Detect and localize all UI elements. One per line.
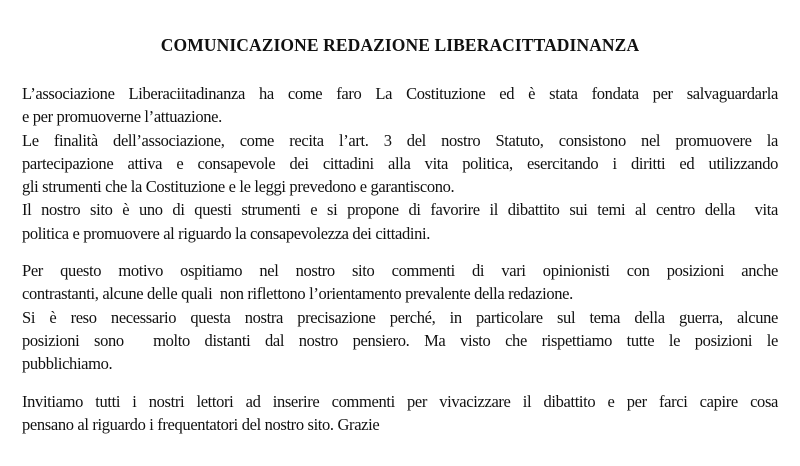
text-line: Le finalità dell’associazione, come recita l’art. 3 del nostro Statuto, consistono nel promuovere la: [22, 130, 778, 150]
text-line: partecipazione attiva e consapevole dei cittadini alla vita politica, esercitando i diritti ed utilizzando: [22, 153, 778, 173]
paragraph: [22, 198, 778, 245]
text-line: pubblichiamo.: [22, 354, 113, 374]
document-body: [22, 82, 778, 436]
paragraph: [22, 390, 778, 437]
text-line: contrastanti, alcune delle quali non riflettono l’orientamento prevalente della redazione.: [22, 284, 573, 304]
text-line: Si è reso necessario questa nostra precisazione perché, in particolare sul tema della guerra, alcune: [22, 307, 778, 327]
paragraph: [22, 259, 778, 306]
text-line: posizioni sono molto distanti dal nostro pensiero. Ma visto che rispettiamo tutte le posizioni le: [22, 330, 778, 350]
text-line: politica e promuovere al riguardo la consapevolezza dei cittadini.: [22, 223, 431, 243]
paragraph: [22, 129, 778, 199]
text-line: Invitiamo tutti i nostri lettori ad inserire commenti per vivacizzare il dibattito e per farci capire cosa: [22, 391, 778, 411]
text-line: pensano al riguardo i frequentatori del nostro sito. Grazie: [22, 414, 380, 434]
text-line: L’associazione Liberaciitadinanza ha come faro La Costituzione ed è stata fondata per salvaguardarla: [22, 84, 778, 103]
paragraph: [22, 82, 778, 129]
text-line: e per promuoverne l’attuazione.: [22, 107, 222, 127]
text-line: gli strumenti che la Costituzione e le leggi prevedono e garantiscono.: [22, 177, 455, 197]
text-line: Il nostro sito è uno di questi strumenti e si propone di favorire il dibattito sui temi al centro della vita: [22, 200, 778, 220]
document-title: COMUNICAZIONE REDAZIONE LIBERACITTADINANZA: [160, 35, 640, 55]
text-line: Per questo motivo ospitiamo nel nostro sito commenti di vari opinionisti con posizioni anche: [22, 261, 778, 281]
paragraph: [22, 306, 778, 376]
